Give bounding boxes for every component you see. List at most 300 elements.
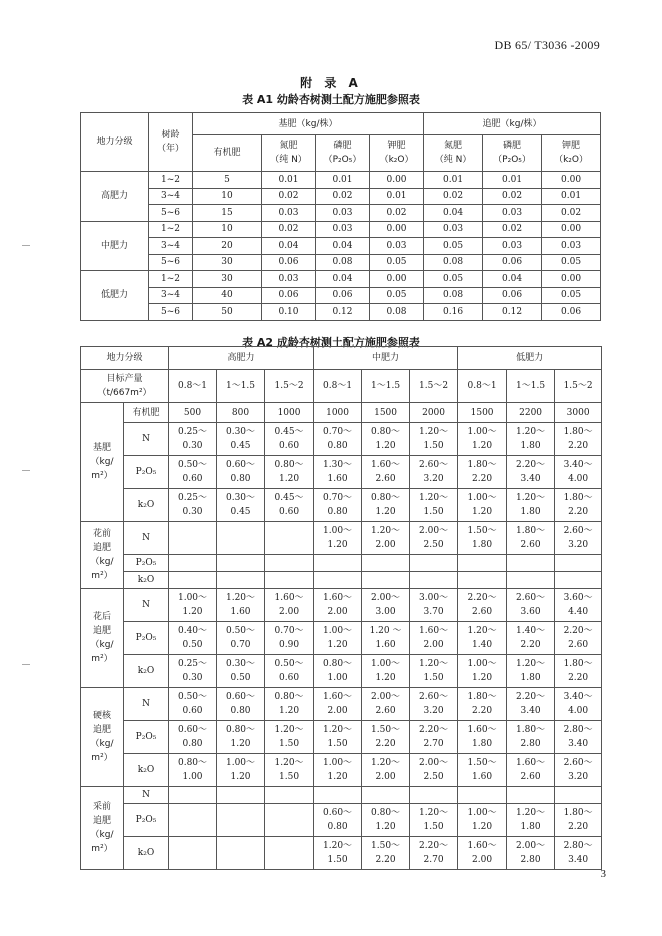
value-cell: 10 — [193, 221, 262, 238]
value-cell: 0.60～ 0.80 — [169, 721, 217, 754]
value-cell — [362, 555, 410, 572]
table-row — [81, 555, 602, 572]
tree-age: 5~6 — [149, 254, 193, 271]
value-cell: 0.08 — [424, 287, 483, 304]
appendix-title: 附 录 A — [300, 76, 362, 90]
value-cell: 0.02 — [424, 188, 483, 205]
value-cell: 10 — [193, 188, 262, 205]
header-level: 地力分级 — [81, 347, 169, 370]
value-cell: 0.70～ 0.80 — [314, 423, 362, 456]
value-cell — [410, 787, 458, 804]
value-cell — [169, 555, 217, 572]
page-number: 3 — [600, 868, 606, 880]
value-cell — [507, 572, 555, 589]
table-row — [81, 787, 602, 804]
value-cell: 1.20～ 2.00 — [362, 522, 410, 555]
table-row — [81, 489, 602, 522]
value-cell: 2.00～ 2.50 — [410, 522, 458, 555]
value-cell: 0.01 — [370, 188, 424, 205]
nutrient-label: 有机肥 — [124, 403, 169, 423]
value-cell: 0.06 — [542, 304, 601, 321]
value-cell: 0.03 — [316, 205, 370, 222]
value-cell: 0.03 — [316, 221, 370, 238]
header-level: 地力分级 — [81, 113, 149, 172]
value-cell: 0.03 — [262, 205, 316, 222]
tree-age: 3~4 — [149, 188, 193, 205]
value-cell: 0.80～ 1.20 — [362, 423, 410, 456]
table-row — [81, 271, 601, 288]
tree-age: 5~6 — [149, 304, 193, 321]
value-cell: 2.00～ 2.60 — [362, 688, 410, 721]
value-cell: 30 — [193, 254, 262, 271]
value-cell: 0.80～ 1.20 — [265, 688, 314, 721]
value-cell — [410, 555, 458, 572]
value-cell: 1.80～ 2.60 — [507, 522, 555, 555]
nutrient-label: k₂O — [124, 572, 169, 589]
value-cell: 0.50～ 0.70 — [217, 622, 265, 655]
value-cell: 1.00～ 1.20 — [362, 655, 410, 688]
value-cell: 1.50～ 1.60 — [458, 754, 507, 787]
value-cell: 0.80～ 1.00 — [314, 655, 362, 688]
value-cell: 1.80～ 2.20 — [458, 456, 507, 489]
header-base-fertilizer: 基肥（kg/株） — [193, 113, 424, 135]
value-cell: 0.25～ 0.30 — [169, 489, 217, 522]
value-cell: 0.30～ 0.50 — [217, 655, 265, 688]
value-cell — [555, 555, 602, 572]
value-cell: 2.60～ 3.20 — [410, 456, 458, 489]
value-cell: 1.50～ 2.20 — [362, 837, 410, 870]
value-cell: 1.00～ 1.20 — [458, 489, 507, 522]
nutrient-label: N — [124, 522, 169, 555]
header-fertility-level: 低肥力 — [458, 347, 602, 370]
value-cell: 0.03 — [542, 238, 601, 255]
value-cell: 0.40～ 0.50 — [169, 622, 217, 655]
value-cell: 1.20～ 2.00 — [362, 754, 410, 787]
value-cell: 0.80～ 1.00 — [169, 754, 217, 787]
value-cell: 2.20～ 2.70 — [410, 837, 458, 870]
value-cell: 1.60～ 2.60 — [362, 456, 410, 489]
value-cell — [458, 555, 507, 572]
nutrient-label: N — [124, 688, 169, 721]
value-cell: 0.70～ 0.90 — [265, 622, 314, 655]
header-tree-age: 树龄 （年） — [149, 113, 193, 172]
value-cell: 0.60～ 0.80 — [314, 804, 362, 837]
value-cell: 1500 — [458, 403, 507, 423]
value-cell — [555, 572, 602, 589]
value-cell: 1000 — [265, 403, 314, 423]
value-cell — [217, 555, 265, 572]
value-cell: 2.20～ 3.40 — [507, 456, 555, 489]
target-yield: 1～1.5 — [362, 370, 410, 403]
table-row — [81, 754, 602, 787]
value-cell: 0.00 — [370, 221, 424, 238]
value-cell: 1.30～ 1.60 — [314, 456, 362, 489]
value-cell — [217, 837, 265, 870]
value-cell: 1.20～ 1.50 — [265, 721, 314, 754]
value-cell — [217, 787, 265, 804]
target-yield: 1～1.5 — [507, 370, 555, 403]
value-cell: 0.04 — [316, 271, 370, 288]
value-cell: 2000 — [410, 403, 458, 423]
value-cell: 0.16 — [424, 304, 483, 321]
value-cell — [314, 572, 362, 589]
value-cell: 3.40～ 4.00 — [555, 688, 602, 721]
tree-age: 1~2 — [149, 271, 193, 288]
value-cell — [169, 572, 217, 589]
tree-age: 3~4 — [149, 238, 193, 255]
header-fertility-level: 中肥力 — [314, 347, 458, 370]
value-cell: 0.80～ 1.20 — [362, 489, 410, 522]
value-cell — [217, 804, 265, 837]
stage-label: 花后 追肥 （kg/ m²） — [81, 589, 124, 688]
value-cell: 0.80～ 1.20 — [362, 804, 410, 837]
table-row — [81, 205, 601, 222]
value-cell: 1.80～ 2.80 — [507, 721, 555, 754]
value-cell: 3.00～ 3.70 — [410, 589, 458, 622]
table-row — [81, 589, 602, 622]
table-row — [81, 172, 601, 189]
value-cell: 0.06 — [262, 254, 316, 271]
value-cell: 1.80～ 2.20 — [555, 423, 602, 456]
value-cell: 0.30～ 0.45 — [217, 423, 265, 456]
value-cell: 2.60～ 3.20 — [555, 754, 602, 787]
nutrient-label: P₂O₅ — [124, 721, 169, 754]
value-cell: 1.80～ 2.20 — [458, 688, 507, 721]
value-cell: 2.80～ 3.40 — [555, 837, 602, 870]
value-cell: 1.20 ～ 1.60 — [362, 622, 410, 655]
value-cell: 500 — [169, 403, 217, 423]
value-cell: 0.05 — [370, 287, 424, 304]
value-cell: 50 — [193, 304, 262, 321]
value-cell: 1.20～ 1.80 — [507, 489, 555, 522]
value-cell: 2.00～ 2.50 — [410, 754, 458, 787]
value-cell: 1000 — [314, 403, 362, 423]
value-cell: 0.06 — [316, 287, 370, 304]
value-cell: 0.25～ 0.30 — [169, 423, 217, 456]
value-cell: 1.20～ 1.50 — [314, 837, 362, 870]
value-cell — [555, 787, 602, 804]
value-cell: 3000 — [555, 403, 602, 423]
table-row — [81, 287, 601, 304]
stage-label: 基肥 （kg/ m²） — [81, 403, 124, 522]
value-cell: 1.50～ 1.80 — [458, 522, 507, 555]
scan-mark — [22, 245, 30, 246]
table-a2-caption: 表 A2 成龄杏树测土配方施肥参照表 — [242, 336, 420, 349]
stage-label: 花前 追肥 （kg/ m²） — [81, 522, 124, 589]
value-cell — [458, 572, 507, 589]
target-yield: 0.8～1 — [169, 370, 217, 403]
value-cell: 0.02 — [542, 205, 601, 222]
value-cell: 0.50～ 0.60 — [169, 456, 217, 489]
table-row — [81, 655, 602, 688]
nutrient-label: P₂O₅ — [124, 456, 169, 489]
value-cell: 0.00 — [542, 172, 601, 189]
nutrient-label: k₂O — [124, 837, 169, 870]
value-cell: 0.45～ 0.60 — [265, 423, 314, 456]
table-row — [81, 423, 602, 456]
value-cell — [458, 787, 507, 804]
value-cell: 800 — [217, 403, 265, 423]
value-cell: 1.20～ 1.80 — [507, 804, 555, 837]
value-cell: 2.20～ 2.60 — [458, 589, 507, 622]
value-cell: 0.12 — [316, 304, 370, 321]
value-cell: 3.40～ 4.00 — [555, 456, 602, 489]
value-cell: 1.80～ 2.20 — [555, 804, 602, 837]
scan-mark — [22, 470, 30, 471]
value-cell — [265, 804, 314, 837]
document-code: DB 65/ T3036 -2009 — [494, 38, 600, 52]
value-cell — [507, 787, 555, 804]
table-row — [81, 304, 601, 321]
value-cell: 0.05 — [370, 254, 424, 271]
value-cell — [217, 522, 265, 555]
value-cell: 0.12 — [483, 304, 542, 321]
value-cell: 0.05 — [424, 238, 483, 255]
value-cell: 1.20～ 1.50 — [265, 754, 314, 787]
value-cell: 0.00 — [370, 172, 424, 189]
value-cell: 0.00 — [542, 271, 601, 288]
tree-age: 1~2 — [149, 172, 193, 189]
value-cell: 1.00～ 1.20 — [458, 804, 507, 837]
table-a2-body — [81, 347, 602, 870]
value-cell: 0.80～ 1.20 — [265, 456, 314, 489]
value-cell: 2.80～ 3.40 — [555, 721, 602, 754]
value-cell: 1.50～ 2.20 — [362, 721, 410, 754]
table-a2-target-row — [81, 370, 602, 403]
value-cell: 1.60～ 2.00 — [314, 688, 362, 721]
value-cell: 1.00～ 1.20 — [169, 589, 217, 622]
value-cell: 1.60～ 2.00 — [458, 837, 507, 870]
value-cell: 1.60～ 2.00 — [265, 589, 314, 622]
table-a2 — [80, 346, 602, 870]
nutrient-label: k₂O — [124, 489, 169, 522]
value-cell: 1.20～ 1.60 — [217, 589, 265, 622]
value-cell — [362, 787, 410, 804]
value-cell: 0.05 — [424, 271, 483, 288]
value-cell: 0.04 — [262, 238, 316, 255]
value-cell: 5 — [193, 172, 262, 189]
value-cell: 1.00～ 1.20 — [314, 754, 362, 787]
value-cell: 0.08 — [316, 254, 370, 271]
table-row — [81, 572, 602, 589]
value-cell: 0.04 — [483, 271, 542, 288]
value-cell: 1.60～ 1.80 — [458, 721, 507, 754]
value-cell: 2200 — [507, 403, 555, 423]
value-cell: 0.02 — [262, 221, 316, 238]
header-nitrogen: 氮肥 （纯 N） — [424, 135, 483, 172]
scan-mark — [22, 664, 30, 665]
value-cell: 1.00～ 1.20 — [217, 754, 265, 787]
header-top-dressing: 追肥（kg/株） — [424, 113, 601, 135]
tree-age: 1~2 — [149, 221, 193, 238]
value-cell: 0.02 — [370, 205, 424, 222]
value-cell: 1.20～ 1.40 — [458, 622, 507, 655]
tree-age: 3~4 — [149, 287, 193, 304]
value-cell: 1.20～ 1.50 — [410, 489, 458, 522]
value-cell: 0.50～ 0.60 — [169, 688, 217, 721]
target-yield: 1～1.5 — [217, 370, 265, 403]
table-row — [81, 221, 601, 238]
value-cell: 0.80～ 1.20 — [217, 721, 265, 754]
value-cell: 0.01 — [542, 188, 601, 205]
stage-label: 采前 追肥 （kg/ m²） — [81, 787, 124, 870]
value-cell — [410, 572, 458, 589]
value-cell: 15 — [193, 205, 262, 222]
value-cell: 2.20～ 2.70 — [410, 721, 458, 754]
value-cell: 30 — [193, 271, 262, 288]
header-organic: 有机肥 — [193, 135, 262, 172]
value-cell: 2.20～ 3.40 — [507, 688, 555, 721]
value-cell: 20 — [193, 238, 262, 255]
value-cell: 40 — [193, 287, 262, 304]
header-potassium: 钾肥 （k₂O） — [542, 135, 601, 172]
header-phosphorus: 磷肥 （P₂O₅） — [316, 135, 370, 172]
value-cell: 0.01 — [316, 172, 370, 189]
header-potassium: 钾肥 （k₂O） — [370, 135, 424, 172]
nutrient-label: N — [124, 589, 169, 622]
value-cell: 1.20～ 1.50 — [314, 721, 362, 754]
value-cell: 1.20～ 1.50 — [410, 804, 458, 837]
nutrient-label: k₂O — [124, 754, 169, 787]
value-cell: 0.06 — [483, 254, 542, 271]
value-cell — [362, 572, 410, 589]
value-cell: 0.10 — [262, 304, 316, 321]
value-cell: 0.02 — [483, 221, 542, 238]
value-cell: 0.70～ 0.80 — [314, 489, 362, 522]
table-row — [81, 238, 601, 255]
value-cell: 1.00～ 1.20 — [314, 622, 362, 655]
table-row — [81, 456, 602, 489]
value-cell: 0.45～ 0.60 — [265, 489, 314, 522]
table-row — [81, 721, 602, 754]
value-cell: 2.00～ 3.00 — [362, 589, 410, 622]
value-cell: 0.25～ 0.30 — [169, 655, 217, 688]
nutrient-label: P₂O₅ — [124, 555, 169, 572]
value-cell — [169, 787, 217, 804]
value-cell: 1.20～ 1.50 — [410, 655, 458, 688]
value-cell: 0.30～ 0.45 — [217, 489, 265, 522]
value-cell: 0.03 — [483, 205, 542, 222]
table-a1-header-row — [81, 113, 601, 135]
value-cell: 0.02 — [316, 188, 370, 205]
value-cell — [169, 522, 217, 555]
value-cell — [507, 555, 555, 572]
value-cell: 0.06 — [262, 287, 316, 304]
value-cell — [265, 522, 314, 555]
table-row — [81, 804, 602, 837]
value-cell: 1500 — [362, 403, 410, 423]
value-cell — [265, 555, 314, 572]
target-yield: 0.8～1 — [458, 370, 507, 403]
header-target-yield: 目标产量 （t/667m²） — [81, 370, 169, 403]
stage-label: 硬核 追肥 （kg/ m²） — [81, 688, 124, 787]
nutrient-label: N — [124, 423, 169, 456]
target-yield: 1.5～2 — [265, 370, 314, 403]
value-cell: 0.01 — [424, 172, 483, 189]
table-a1-body — [81, 113, 601, 321]
table-a2-level-row — [81, 347, 602, 370]
table-row — [81, 837, 602, 870]
value-cell: 2.60～ 3.20 — [410, 688, 458, 721]
value-cell: 0.03 — [370, 238, 424, 255]
value-cell: 1.00～ 1.20 — [458, 655, 507, 688]
value-cell: 0.02 — [483, 188, 542, 205]
value-cell: 0.00 — [542, 221, 601, 238]
header-phosphorus: 磷肥 （P₂O₅） — [483, 135, 542, 172]
value-cell: 2.00～ 2.80 — [507, 837, 555, 870]
value-cell: 0.05 — [542, 254, 601, 271]
value-cell: 0.60～ 0.80 — [217, 456, 265, 489]
target-yield: 1.5～2 — [410, 370, 458, 403]
table-a1 — [80, 112, 601, 321]
value-cell: 0.50～ 0.60 — [265, 655, 314, 688]
table-row — [81, 188, 601, 205]
value-cell: 0.08 — [424, 254, 483, 271]
value-cell: 2.20～ 2.60 — [555, 622, 602, 655]
nutrient-label: P₂O₅ — [124, 804, 169, 837]
value-cell: 0.08 — [370, 304, 424, 321]
header-nitrogen: 氮肥 （纯 N） — [262, 135, 316, 172]
value-cell: 0.03 — [424, 221, 483, 238]
value-cell: 0.01 — [483, 172, 542, 189]
fertility-level: 中肥力 — [81, 221, 149, 271]
value-cell: 0.04 — [316, 238, 370, 255]
value-cell — [265, 787, 314, 804]
fertility-level: 高肥力 — [81, 172, 149, 222]
value-cell: 1.60～ 2.00 — [314, 589, 362, 622]
target-yield: 1.5～2 — [555, 370, 602, 403]
value-cell: 1.60～ 2.60 — [507, 754, 555, 787]
value-cell: 1.00～ 1.20 — [314, 522, 362, 555]
value-cell: 0.05 — [542, 287, 601, 304]
value-cell: 0.01 — [262, 172, 316, 189]
tree-age: 5~6 — [149, 205, 193, 222]
value-cell — [169, 837, 217, 870]
nutrient-label: N — [124, 787, 169, 804]
value-cell — [314, 555, 362, 572]
value-cell: 2.60～ 3.20 — [555, 522, 602, 555]
table-row — [81, 622, 602, 655]
value-cell: 1.00～ 1.20 — [458, 423, 507, 456]
value-cell: 1.20～ 1.50 — [410, 423, 458, 456]
header-fertility-level: 高肥力 — [169, 347, 314, 370]
value-cell — [265, 837, 314, 870]
value-cell: 0.00 — [370, 271, 424, 288]
value-cell: 2.60～ 3.60 — [507, 589, 555, 622]
value-cell: 0.02 — [262, 188, 316, 205]
value-cell: 0.03 — [483, 238, 542, 255]
value-cell: 1.80～ 2.20 — [555, 655, 602, 688]
value-cell: 1.60～ 2.00 — [410, 622, 458, 655]
value-cell: 1.20～ 1.80 — [507, 655, 555, 688]
nutrient-label: P₂O₅ — [124, 622, 169, 655]
table-row — [81, 254, 601, 271]
value-cell — [217, 572, 265, 589]
value-cell: 0.60～ 0.80 — [217, 688, 265, 721]
value-cell — [314, 787, 362, 804]
fertility-level: 低肥力 — [81, 271, 149, 321]
value-cell: 1.40～ 2.20 — [507, 622, 555, 655]
table-row — [81, 688, 602, 721]
table-row — [81, 403, 602, 423]
value-cell: 3.60～ 4.40 — [555, 589, 602, 622]
value-cell: 1.20～ 1.80 — [507, 423, 555, 456]
value-cell — [169, 804, 217, 837]
table-row — [81, 522, 602, 555]
value-cell: 0.04 — [424, 205, 483, 222]
target-yield: 0.8～1 — [314, 370, 362, 403]
value-cell: 0.03 — [262, 271, 316, 288]
